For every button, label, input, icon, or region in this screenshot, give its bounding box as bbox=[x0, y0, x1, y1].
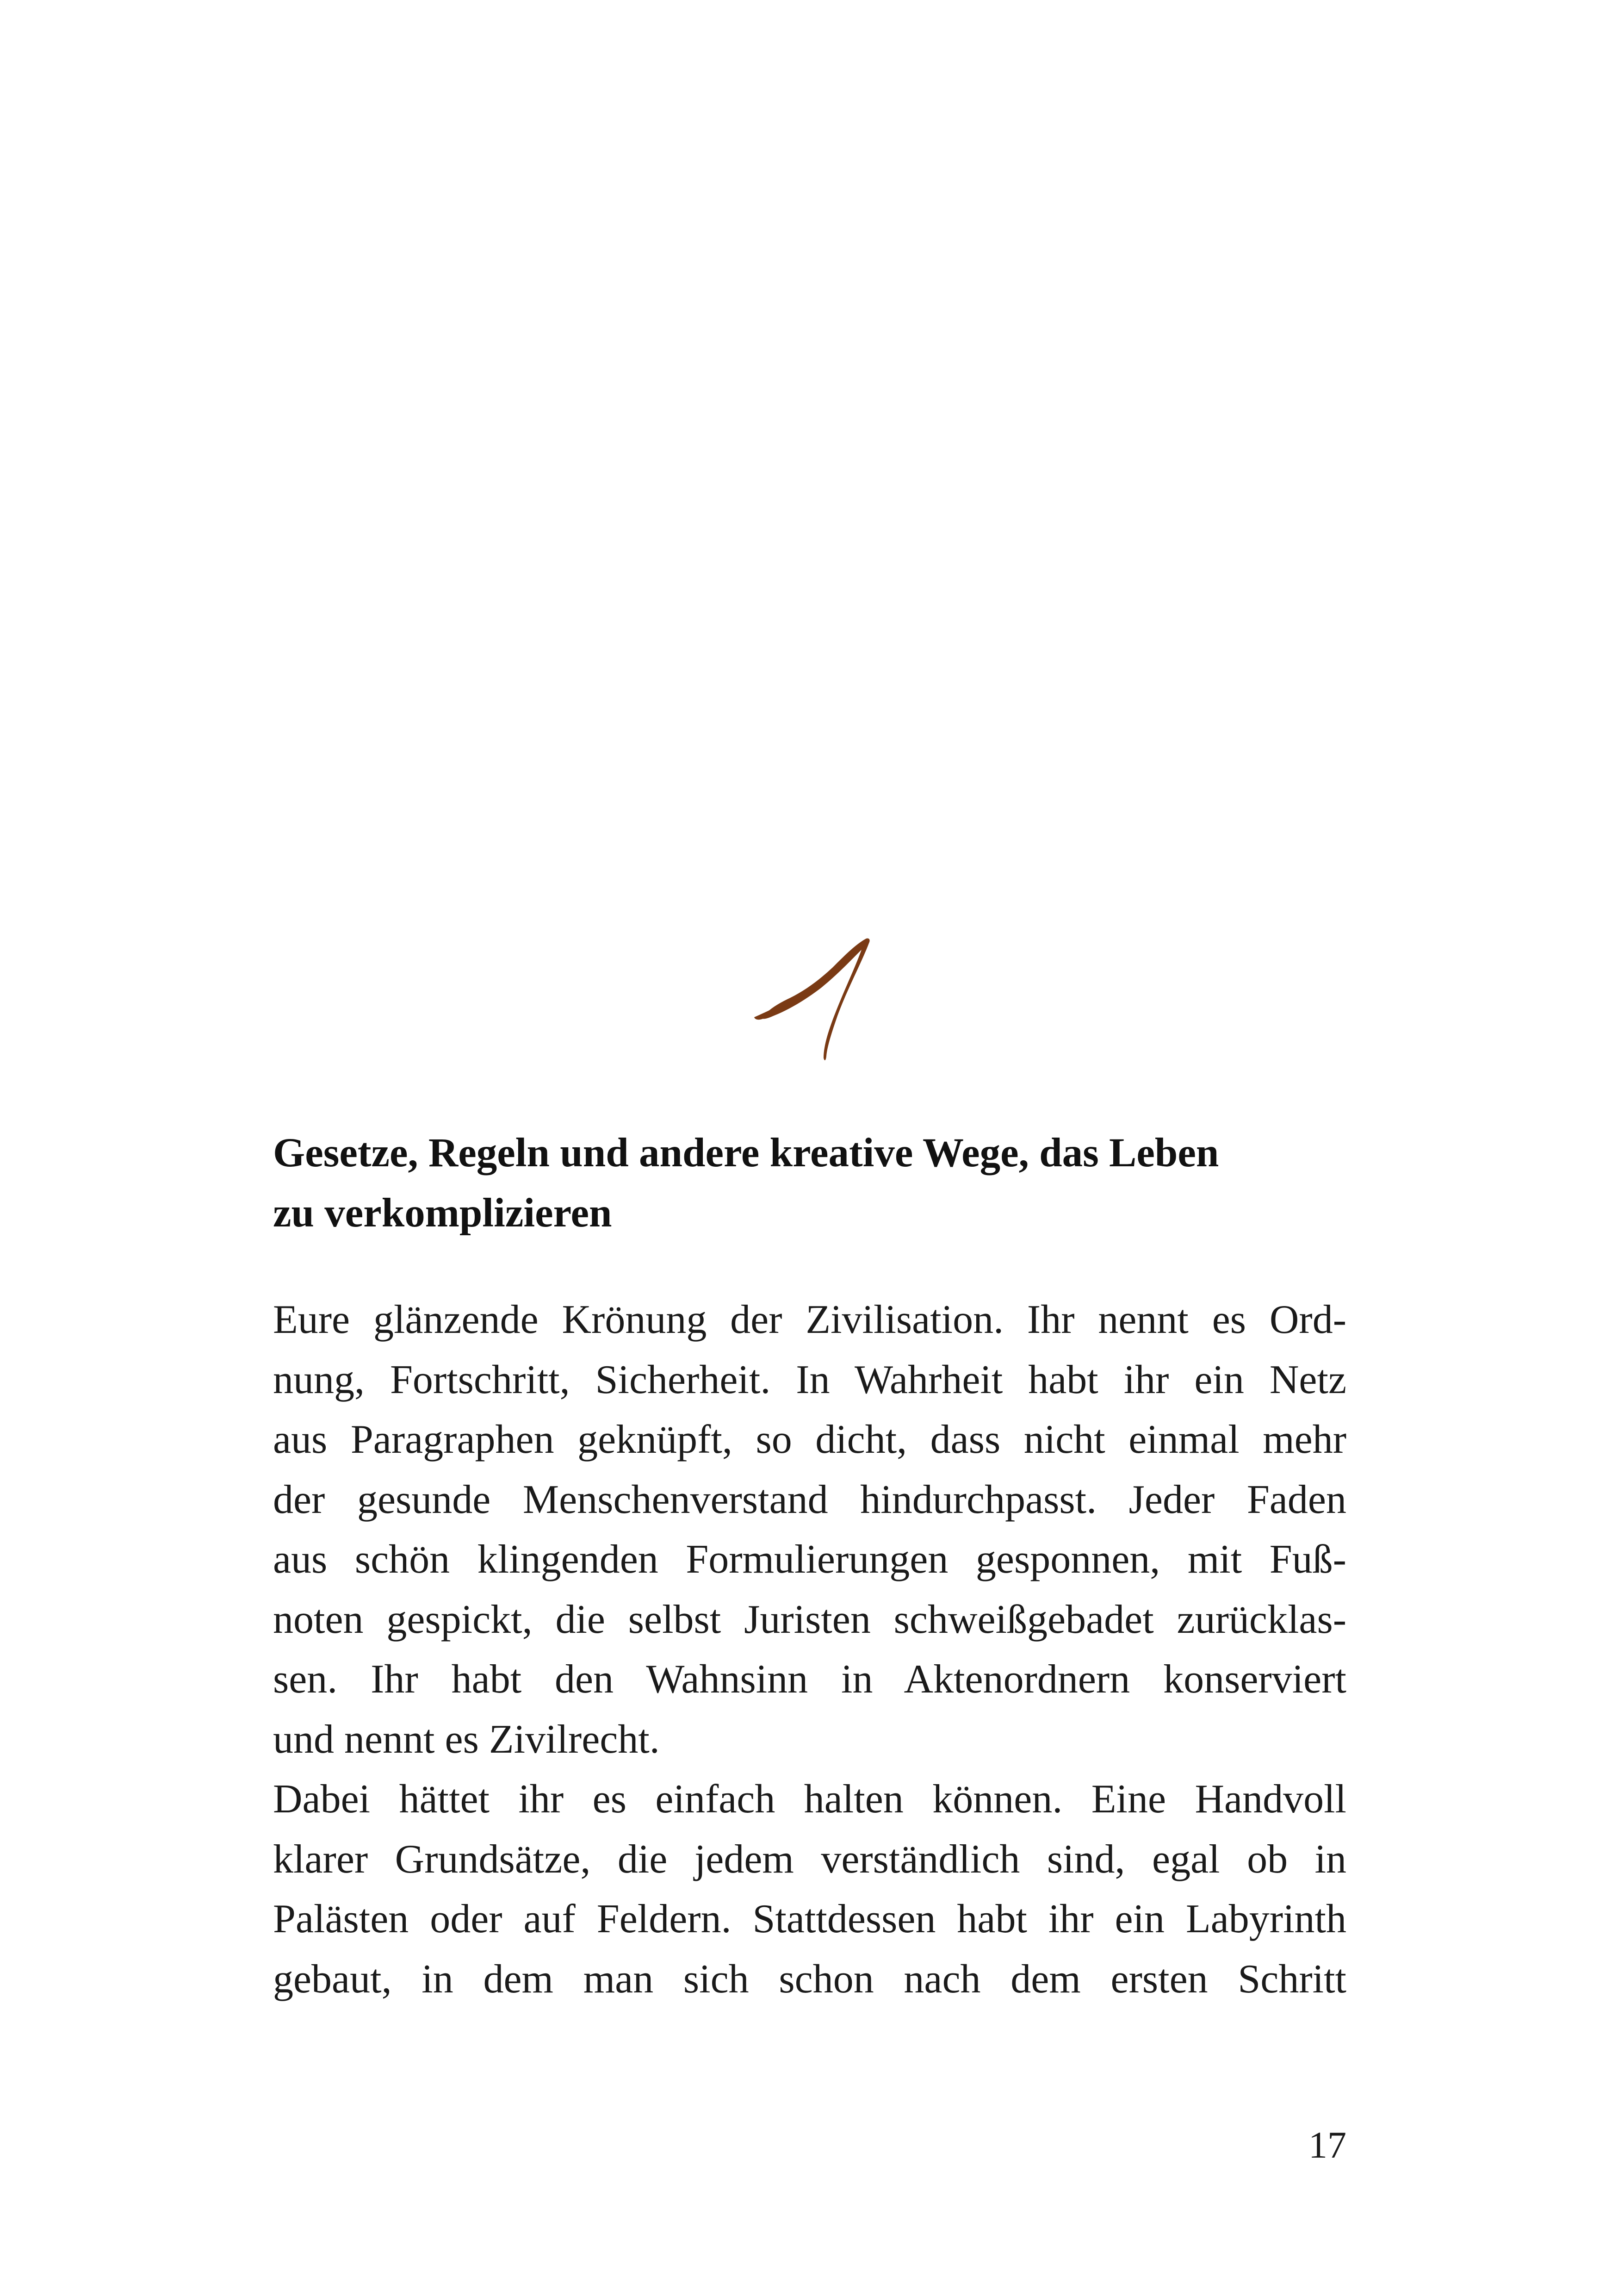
body-line: Eure glänzende Krönung der Zivilisation. Ihr nennt es Ord- bbox=[273, 1297, 1346, 1342]
body-line: Palästen oder auf Feldern. Stattdessen habt ihr ein Labyrinth bbox=[273, 1897, 1346, 1941]
page-number: 17 bbox=[1308, 2124, 1346, 2166]
chapter-title bbox=[273, 1122, 1346, 1242]
body-line: noten gespickt, die selbst Juristen schweißgebadet zurücklas- bbox=[273, 1597, 1346, 1642]
body-line-paragraph-end: und nennt es Zivilrecht. bbox=[273, 1717, 660, 1762]
numeral-main-stroke bbox=[761, 938, 870, 1060]
chapter-title-line: Gesetze, Regeln und andere kreative Wege, das Leben bbox=[273, 1130, 1219, 1176]
body-line: Dabei hättet ihr es einfach halten können. Eine Handvoll bbox=[273, 1777, 1346, 1822]
body-line: aus schön klingenden Formulierungen gesponnen, mit Fuß- bbox=[273, 1537, 1346, 1582]
body-line: klarer Grundsätze, die jedem verständlich sind, egal ob in bbox=[273, 1836, 1346, 1882]
body-line: nung, Fortschritt, Sicherheit. In Wahrheit habt ihr ein Netz bbox=[273, 1357, 1346, 1402]
body-line: der gesunde Menschenverstand hindurchpasst. Jeder Faden bbox=[273, 1477, 1346, 1522]
body-text bbox=[273, 1290, 1346, 2009]
body-line: gebaut, in dem man sich schon nach dem ersten Schritt bbox=[273, 1956, 1346, 2002]
chapter-title-line: zu verkomplizieren bbox=[273, 1190, 612, 1236]
chapter-number-1-calligraphic bbox=[740, 921, 898, 1078]
body-line: sen. Ihr habt den Wahnsinn in Aktenordnern konserviert bbox=[273, 1657, 1346, 1702]
body-line: aus Paragraphen geknüpft, so dicht, dass nicht einmal mehr bbox=[273, 1417, 1346, 1462]
